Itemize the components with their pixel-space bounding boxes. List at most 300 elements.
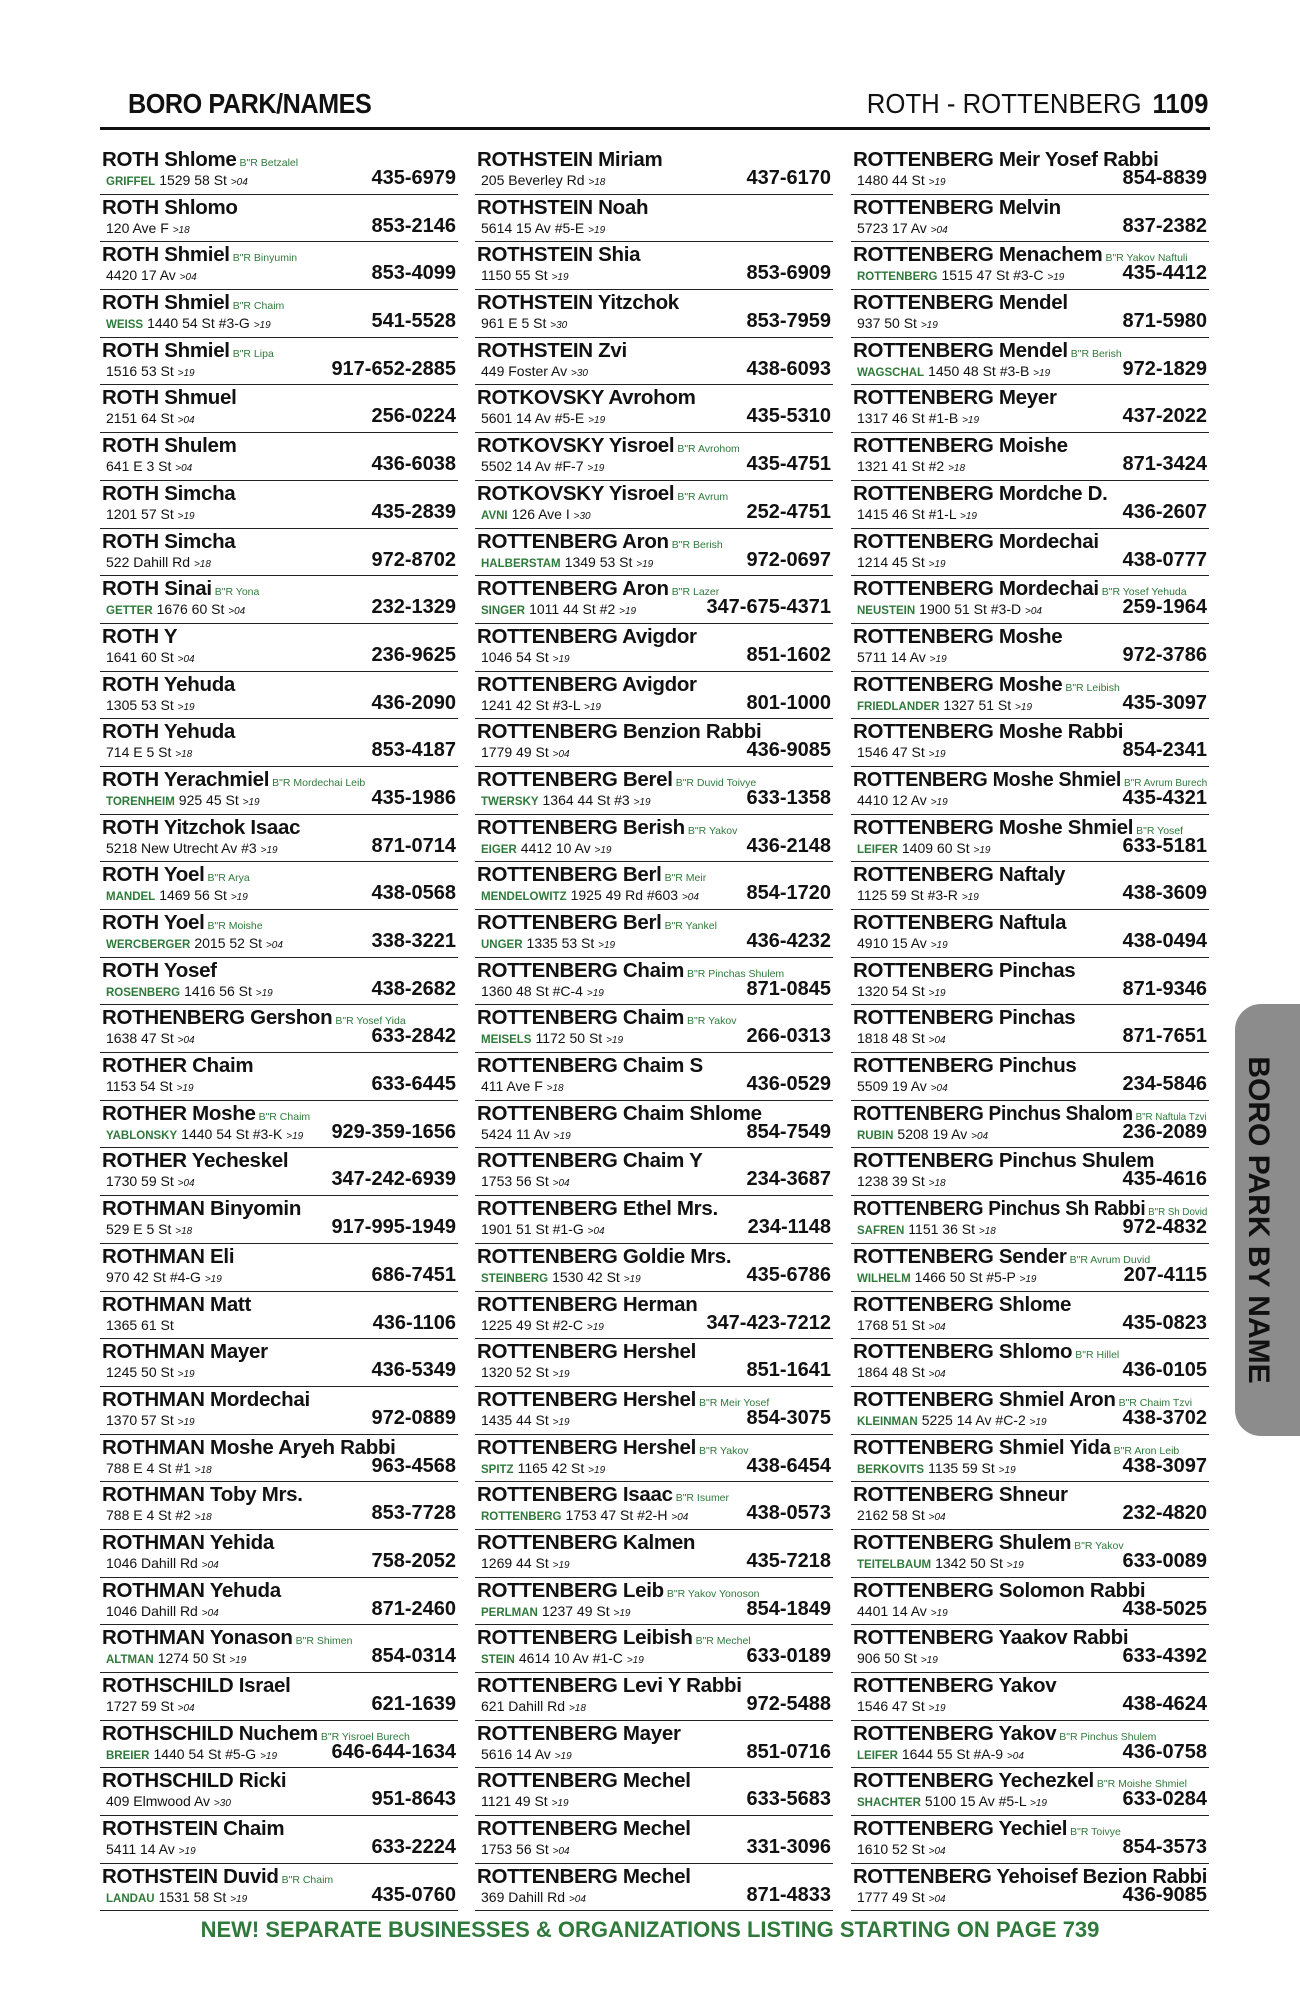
listing-entry bbox=[100, 1196, 458, 1244]
listing-entry bbox=[851, 910, 1209, 958]
listing-entry bbox=[851, 719, 1209, 767]
entry-name-line bbox=[102, 863, 250, 887]
entry-name-line bbox=[102, 1245, 234, 1269]
entry-address-line bbox=[106, 1507, 212, 1523]
entry-spouse-family: ROTTENBERG bbox=[857, 271, 938, 284]
entry-zip-zone: >04 bbox=[971, 1130, 989, 1142]
entry-phone: 871-2460 bbox=[371, 1597, 456, 1620]
entry-address-line bbox=[857, 649, 947, 665]
entry-phone: 266-0313 bbox=[746, 1025, 831, 1048]
entry-address: 1416 56 St bbox=[184, 982, 252, 999]
entry-name: ROTTENBERG Shulem bbox=[853, 1530, 1072, 1554]
listing-column-2 bbox=[475, 147, 833, 1911]
entry-name-line bbox=[477, 1531, 695, 1555]
entry-name: ROTTENBERG Aron bbox=[477, 577, 669, 601]
entry-name: ROTTENBERG Isaac bbox=[477, 1483, 673, 1507]
entry-phone: 633-4392 bbox=[1122, 1645, 1207, 1668]
entry-zip-zone: >04 bbox=[177, 1178, 195, 1190]
entry-spouse-family: TEITELBAUM bbox=[857, 1558, 932, 1571]
entry-name-line bbox=[477, 148, 662, 172]
entry-name: ROTTENBERG Benzion Rabbi bbox=[477, 720, 762, 744]
entry-phone: 621-1639 bbox=[371, 1693, 456, 1715]
entry-phone: 853-4099 bbox=[371, 262, 456, 285]
entry-zip-zone: >04 bbox=[177, 1703, 195, 1714]
entry-address: 1121 49 St bbox=[481, 1793, 548, 1810]
entry-address-line bbox=[481, 1412, 570, 1428]
entry-zip-zone: >19 bbox=[178, 1846, 196, 1858]
entry-phone: 633-1358 bbox=[746, 786, 831, 809]
entry-address-line bbox=[857, 1746, 1024, 1762]
entry-address-line bbox=[857, 1412, 1047, 1428]
entry-name: ROTH Yerachmiel bbox=[102, 767, 270, 791]
entry-address-line bbox=[106, 601, 245, 617]
entry-father-name: B"R Pinchus Shulem bbox=[1059, 1730, 1157, 1743]
entry-address: 449 Foster Av bbox=[481, 362, 568, 379]
entry-father-name: B"R Aron Leib bbox=[1113, 1444, 1180, 1457]
entry-name-line bbox=[853, 1340, 1119, 1364]
entry-name: ROTTENBERG Naftaly bbox=[853, 863, 1066, 887]
entry-zip-zone: >19 bbox=[636, 558, 654, 570]
entry-address-line bbox=[857, 840, 990, 856]
entry-address: 788 E 4 St #2 bbox=[106, 1507, 191, 1524]
entry-address-line bbox=[481, 792, 651, 808]
entry-zip-zone: >19 bbox=[230, 1893, 248, 1905]
entry-address-line bbox=[481, 697, 601, 713]
entry-zip-zone: >30 bbox=[550, 320, 568, 332]
entry-name: ROTH Shmiel bbox=[102, 291, 230, 315]
entry-zip-zone: >19 bbox=[1006, 1559, 1024, 1571]
entry-address: 1531 58 St bbox=[158, 1888, 227, 1905]
entry-phone: 853-2146 bbox=[371, 214, 456, 237]
entry-zip-zone: >19 bbox=[928, 749, 946, 761]
entry-name-line bbox=[102, 339, 274, 363]
entry-name: ROTTENBERG Hershel bbox=[477, 1435, 696, 1459]
entry-address: 1440 54 St #3-K bbox=[181, 1125, 283, 1142]
entry-address-line bbox=[106, 1603, 219, 1619]
entry-zip-zone: >19 bbox=[920, 320, 938, 332]
entry-name: ROTTENBERG Meyer bbox=[853, 386, 1057, 410]
entry-phone: 347-675-4371 bbox=[706, 596, 831, 619]
entry-name: ROTTENBERG Herman bbox=[477, 1292, 698, 1316]
entry-name: ROTTENBERG Berl bbox=[477, 863, 662, 887]
entry-phone: 438-6093 bbox=[746, 357, 831, 380]
listing-entry bbox=[100, 767, 458, 815]
entry-phone: 436-4232 bbox=[746, 930, 831, 952]
entry-father-name: B"R Yakov Naftuli bbox=[1105, 252, 1188, 265]
entry-address: 1269 44 St bbox=[481, 1554, 549, 1571]
entry-phone: 435-6786 bbox=[746, 1263, 831, 1286]
entry-name-line bbox=[853, 1531, 1124, 1555]
entry-address-line bbox=[106, 1269, 222, 1285]
entry-address-line bbox=[106, 1126, 303, 1142]
entry-address: 4401 14 Av bbox=[857, 1602, 927, 1619]
entry-father-name: B"R Pinchas Shulem bbox=[687, 967, 785, 980]
entry-address: 1435 44 St bbox=[481, 1411, 549, 1428]
entry-zip-zone: >19 bbox=[177, 1416, 195, 1428]
entry-phone: 435-4751 bbox=[746, 453, 831, 476]
entry-address-line bbox=[106, 1173, 195, 1189]
entry-phone: 438-3097 bbox=[1122, 1454, 1207, 1477]
entry-spouse-family: UNGER bbox=[481, 939, 523, 951]
entry-name-line bbox=[853, 1817, 1121, 1841]
entry-address: 1321 41 St #2 bbox=[857, 458, 945, 475]
entry-zip-zone: >19 bbox=[177, 367, 195, 379]
entry-address-line bbox=[106, 220, 190, 236]
entry-address-line bbox=[857, 1793, 1047, 1809]
entry-spouse-family: YABLONSKY bbox=[106, 1129, 178, 1142]
entry-name-line bbox=[853, 959, 1075, 983]
entry-zip-zone: >04 bbox=[230, 177, 248, 188]
entry-name-line bbox=[853, 911, 1066, 935]
entry-name-line bbox=[477, 1626, 751, 1650]
entry-zip-zone: >04 bbox=[681, 892, 699, 904]
entry-name: ROTH Yosef bbox=[102, 958, 217, 982]
entry-phone: 435-0760 bbox=[371, 1883, 456, 1906]
listing-entry bbox=[100, 1387, 458, 1435]
entry-zip-zone: >19 bbox=[961, 892, 979, 904]
entry-name-line bbox=[477, 243, 640, 267]
entry-name: ROTHMAN Yehuda bbox=[102, 1578, 281, 1602]
entry-name-line bbox=[477, 1245, 731, 1269]
entry-name-line bbox=[102, 577, 259, 601]
entry-zip-zone: >04 bbox=[928, 1035, 946, 1047]
listing-entry bbox=[100, 1673, 458, 1721]
entry-phone: 871-9346 bbox=[1122, 977, 1207, 1000]
entry-address: 4910 15 Av bbox=[857, 935, 927, 951]
listing-entry bbox=[851, 1148, 1209, 1196]
entry-name: ROTTENBERG Mordechai bbox=[853, 529, 1099, 553]
listing-column-1 bbox=[100, 147, 458, 1911]
entry-phone: 837-2382 bbox=[1122, 214, 1207, 237]
entry-zip-zone: >19 bbox=[1019, 1273, 1037, 1285]
listing-entry bbox=[851, 338, 1209, 386]
entry-name: ROTHMAN Moshe Aryeh Rabbi bbox=[102, 1435, 396, 1459]
entry-zip-zone: >19 bbox=[1015, 701, 1033, 713]
entry-address: 1317 46 St #1-B bbox=[857, 410, 959, 427]
entry-address: 1153 54 St bbox=[106, 1078, 173, 1095]
entry-name-line bbox=[477, 1865, 691, 1889]
entry-phone: 972-5488 bbox=[746, 1693, 831, 1715]
entry-phone: 232-1329 bbox=[371, 596, 456, 619]
entry-name-line bbox=[853, 1149, 1154, 1173]
entry-name: ROTTENBERG Melvin bbox=[853, 195, 1061, 219]
entry-spouse-family: GRIFFEL bbox=[106, 176, 156, 188]
entry-zip-zone: >04 bbox=[201, 1607, 219, 1619]
entry-zip-zone: >19 bbox=[554, 1750, 572, 1762]
entry-name-line bbox=[477, 911, 717, 935]
entry-address-line bbox=[481, 1698, 586, 1714]
entry-zip-zone: >19 bbox=[960, 510, 977, 522]
entry-address: 970 42 St #4-G bbox=[106, 1268, 201, 1285]
listing-entry bbox=[100, 1768, 458, 1816]
entry-name: ROTTENBERG Mechel bbox=[477, 1769, 691, 1793]
entry-name-line bbox=[102, 148, 298, 172]
listing-entry bbox=[100, 576, 458, 624]
entry-address-line bbox=[481, 1364, 570, 1380]
entry-phone: 436-6038 bbox=[371, 453, 456, 476]
entry-spouse-family: SINGER bbox=[481, 605, 526, 618]
entry-zip-zone: >19 bbox=[928, 558, 946, 570]
entry-spouse-family: PERLMAN bbox=[481, 1606, 538, 1619]
entry-name-line bbox=[102, 1054, 253, 1078]
entry-address-line bbox=[481, 315, 567, 331]
entry-zip-zone: >19 bbox=[930, 796, 948, 808]
entry-address-line bbox=[481, 1603, 630, 1619]
entry-zip-zone: >19 bbox=[553, 1130, 571, 1142]
entry-name: ROTH Yoel bbox=[102, 911, 205, 934]
entry-address-line bbox=[106, 1555, 219, 1571]
listing-entry bbox=[475, 1148, 833, 1196]
entry-zip-zone: >18 bbox=[588, 177, 606, 188]
entry-spouse-family: GETTER bbox=[106, 605, 153, 618]
entry-address-line bbox=[857, 1030, 946, 1046]
listing-entry bbox=[851, 862, 1209, 910]
entry-name-line bbox=[477, 1054, 703, 1078]
entry-phone: 436-0529 bbox=[746, 1073, 831, 1096]
entry-name: ROTTENBERG Mordche D. bbox=[853, 481, 1108, 505]
entry-address-line bbox=[106, 1078, 194, 1094]
entry-father-name: B"R Berish bbox=[1070, 347, 1122, 360]
entry-zip-zone: >04 bbox=[930, 224, 948, 236]
entry-address: 1011 44 St #2 bbox=[529, 601, 616, 618]
entry-phone: 917-652-2885 bbox=[331, 357, 456, 380]
listing-entry bbox=[100, 815, 458, 863]
entry-name-line bbox=[477, 768, 756, 792]
entry-phone: 853-7728 bbox=[371, 1502, 456, 1525]
entry-phone: 438-0568 bbox=[371, 882, 456, 905]
entry-phone: 438-4624 bbox=[1122, 1693, 1207, 1715]
entry-address-line bbox=[106, 840, 278, 856]
entry-address: 1165 42 St bbox=[517, 1459, 585, 1476]
entry-phone: 438-0777 bbox=[1122, 548, 1207, 571]
entry-name: ROTTENBERG Levi Y Rabbi bbox=[477, 1674, 742, 1697]
entry-name-line bbox=[477, 1102, 762, 1126]
entry-phone: 436-2148 bbox=[746, 834, 831, 857]
entry-zip-zone: >19 bbox=[176, 1083, 194, 1095]
entry-address: 641 E 3 St bbox=[106, 458, 172, 475]
entry-address: 1241 42 St #3-L bbox=[481, 696, 581, 713]
entry-address: 5218 New Utrecht Av #3 bbox=[106, 839, 257, 856]
entry-address: 1469 56 St bbox=[159, 887, 227, 904]
entry-name: ROTTENBERG Kalmen bbox=[477, 1530, 696, 1554]
entry-address: 1172 50 St bbox=[535, 1030, 603, 1047]
entry-zip-zone: >19 bbox=[598, 940, 616, 951]
listing-entry bbox=[851, 529, 1209, 577]
entry-name-line bbox=[477, 1722, 681, 1746]
entry-address: 1546 47 St bbox=[857, 744, 925, 761]
entry-name-line bbox=[477, 1579, 760, 1603]
listing-entry bbox=[100, 1244, 458, 1292]
entry-address-line bbox=[106, 1889, 247, 1905]
entry-name-line bbox=[477, 577, 719, 601]
section-title: BORO PARK/NAMES bbox=[128, 88, 372, 119]
entry-address-line bbox=[481, 1173, 570, 1189]
entry-name: ROTTENBERG Chaim bbox=[477, 958, 685, 982]
entry-name-line bbox=[477, 1436, 748, 1460]
entry-zip-zone: >30 bbox=[571, 367, 588, 379]
entry-father-name: B"R Yakov bbox=[687, 1015, 737, 1028]
entry-zip-zone: >18 bbox=[546, 1083, 564, 1095]
entry-address-line bbox=[857, 601, 1042, 617]
entry-address: 5509 19 Av bbox=[857, 1078, 927, 1095]
entry-phone: 963-4568 bbox=[371, 1454, 456, 1477]
listing-entry bbox=[100, 862, 458, 910]
entry-phone: 853-7959 bbox=[746, 310, 831, 333]
entry-phone: 435-0823 bbox=[1122, 1311, 1207, 1334]
entry-phone: 435-3097 bbox=[1122, 691, 1207, 714]
entry-address: 1135 59 St bbox=[928, 1459, 995, 1476]
entry-father-name: B"R Moishe bbox=[207, 920, 263, 932]
entry-phone: 972-8702 bbox=[371, 548, 456, 571]
entry-address: 5424 11 Av bbox=[481, 1125, 550, 1142]
entry-address-line bbox=[481, 506, 591, 522]
entry-name-line bbox=[477, 1769, 691, 1793]
entry-address: 1046 Dahill Rd bbox=[106, 1602, 198, 1619]
entry-address: 5601 14 Av #5-E bbox=[481, 410, 585, 427]
entry-name: ROTTENBERG Aron bbox=[477, 529, 669, 553]
listing-column-3 bbox=[851, 147, 1209, 1911]
entry-spouse-family: LEIFER bbox=[857, 843, 898, 856]
listing-entry bbox=[475, 1721, 833, 1769]
entry-phone: 871-5980 bbox=[1122, 310, 1207, 333]
entry-name-line bbox=[853, 1006, 1075, 1030]
entry-name: ROTTENBERG Mechel bbox=[477, 1817, 691, 1841]
entry-phone: 436-0758 bbox=[1122, 1740, 1207, 1763]
listing-entry bbox=[475, 672, 833, 720]
entry-father-name: B"R Hillel bbox=[1075, 1349, 1120, 1362]
listing-entry bbox=[475, 1625, 833, 1673]
entry-address-line bbox=[857, 1507, 946, 1523]
entry-name: ROTTENBERG Pinchus bbox=[853, 1054, 1077, 1078]
entry-name: ROTTENBERG Mechel bbox=[477, 1864, 691, 1888]
entry-address: 1335 53 St bbox=[526, 935, 595, 951]
entry-phone: 234-5846 bbox=[1122, 1073, 1207, 1096]
page-range-header bbox=[866, 88, 1208, 120]
entry-father-name: B"R Meir Yosef bbox=[699, 1396, 770, 1409]
entry-name: ROTTENBERG Menachem bbox=[853, 243, 1103, 267]
listing-entry bbox=[851, 1435, 1209, 1483]
entry-name: ROTTENBERG Yechezkel bbox=[853, 1769, 1094, 1793]
entry-address-line bbox=[481, 1269, 641, 1285]
entry-phone: 633-5181 bbox=[1122, 834, 1207, 857]
entry-phone: 438-3609 bbox=[1122, 882, 1207, 905]
entry-zip-zone: >19 bbox=[177, 510, 195, 522]
entry-address: 2151 64 St bbox=[106, 410, 174, 427]
entry-name-line bbox=[853, 291, 1068, 315]
entry-zip-zone: >19 bbox=[1029, 1798, 1047, 1810]
entry-father-name: B"R Arya bbox=[207, 872, 250, 885]
entry-father-name: B"R Yankel bbox=[664, 920, 717, 932]
entry-name: ROTH Shlome bbox=[102, 148, 237, 171]
entry-address: 1214 45 St bbox=[857, 553, 925, 570]
entry-name: ROTTENBERG Yakov bbox=[853, 1721, 1057, 1745]
entry-name-line bbox=[853, 625, 1062, 649]
entry-name-line bbox=[853, 1245, 1150, 1269]
entry-zip-zone: >19 bbox=[552, 1369, 570, 1381]
listing-entry bbox=[100, 624, 458, 672]
header-rule bbox=[100, 127, 1210, 130]
entry-zip-zone: >04 bbox=[930, 1083, 948, 1095]
entry-address: 1644 55 St #A-9 bbox=[901, 1745, 1004, 1762]
entry-address: 1342 50 St bbox=[935, 1554, 1003, 1571]
entry-zip-zone: >19 bbox=[962, 415, 980, 427]
entry-address: 1046 Dahill Rd bbox=[106, 1554, 198, 1571]
entry-name: ROTH Yehuda bbox=[102, 672, 236, 696]
entry-address-line bbox=[857, 935, 948, 951]
entry-zip-zone: >19 bbox=[242, 796, 260, 808]
listing-entry bbox=[100, 1435, 458, 1483]
entry-address: 1364 44 St #3 bbox=[542, 791, 630, 808]
entry-name-line bbox=[102, 673, 235, 697]
entry-name-line bbox=[477, 816, 737, 840]
entry-spouse-family: SHACHTER bbox=[857, 1797, 921, 1810]
entry-phone: 259-1964 bbox=[1122, 596, 1207, 619]
entry-zip-zone: >19 bbox=[1033, 367, 1051, 379]
entry-name-line bbox=[102, 243, 297, 267]
entry-spouse-family: LEIFER bbox=[857, 1749, 898, 1762]
listing-entry bbox=[851, 1578, 1209, 1626]
entry-spouse-family: KLEINMAN bbox=[857, 1415, 918, 1428]
entry-name-line bbox=[102, 1579, 281, 1603]
entry-spouse-family: TORENHEIM bbox=[106, 795, 175, 808]
entry-address: 1516 53 St bbox=[106, 362, 174, 379]
entry-father-name: B"R Mordechai Leib bbox=[272, 776, 366, 789]
entry-address-line bbox=[857, 410, 979, 426]
entry-address-line bbox=[481, 1460, 605, 1476]
entry-phone: 972-4832 bbox=[1122, 1216, 1207, 1239]
entry-name: ROTTENBERG Yehoisef Bezion Rabbi bbox=[853, 1864, 1208, 1888]
entry-name: ROTHMAN Toby Mrs. bbox=[102, 1483, 303, 1507]
entry-name-line bbox=[102, 1769, 286, 1793]
listing-entry bbox=[100, 1530, 458, 1578]
entry-address-line bbox=[106, 554, 211, 570]
entry-zip-zone: >04 bbox=[928, 1512, 946, 1524]
entry-phone: 633-5683 bbox=[746, 1788, 831, 1811]
entry-zip-zone: >19 bbox=[587, 463, 605, 475]
entry-address: 1440 54 St #5-G bbox=[153, 1745, 257, 1762]
listing-entry bbox=[851, 1768, 1209, 1816]
entry-name: ROTTENBERG Chaim Y bbox=[477, 1149, 703, 1173]
entry-name: ROTTENBERG Hershel bbox=[477, 1387, 696, 1411]
entry-address-line bbox=[857, 363, 1050, 379]
entry-address-line bbox=[106, 935, 283, 951]
entry-name-line bbox=[477, 1149, 702, 1173]
entry-name: ROTTENBERG Pinchas bbox=[853, 958, 1076, 982]
entry-zip-zone: >19 bbox=[613, 1607, 631, 1619]
entry-name: ROTTENBERG Hershel bbox=[477, 1340, 696, 1364]
entry-address-line bbox=[857, 744, 946, 760]
entry-father-name: B"R Meir bbox=[664, 872, 707, 885]
entry-address-line bbox=[857, 792, 948, 808]
entry-phone: 929-359-1656 bbox=[331, 1120, 456, 1143]
entry-address-line bbox=[857, 172, 946, 188]
entry-phone: 435-4412 bbox=[1122, 262, 1207, 285]
entry-name-line bbox=[477, 1340, 696, 1364]
entry-father-name: B"R Duvid Toivye bbox=[675, 776, 757, 789]
entry-name: ROTTENBERG Goldie Mrs. bbox=[477, 1244, 732, 1268]
listing-entry bbox=[100, 242, 458, 290]
entry-zip-zone: >04 bbox=[228, 606, 246, 618]
entry-phone: 854-3573 bbox=[1122, 1836, 1207, 1859]
entry-name: ROTTENBERG Chaim S bbox=[477, 1054, 703, 1078]
entry-name-line bbox=[853, 386, 1057, 410]
listing-entry bbox=[851, 1196, 1209, 1244]
listing-entry bbox=[851, 1482, 1209, 1530]
footer-notice: NEW! SEPARATE BUSINESSES & ORGANIZATIONS LISTING STARTING ON PAGE 739 bbox=[200, 1917, 1100, 1942]
listing-entry bbox=[100, 290, 458, 338]
entry-name: ROTTENBERG Moshe Shmiel bbox=[853, 815, 1134, 839]
entry-zip-zone: >04 bbox=[671, 1512, 689, 1524]
